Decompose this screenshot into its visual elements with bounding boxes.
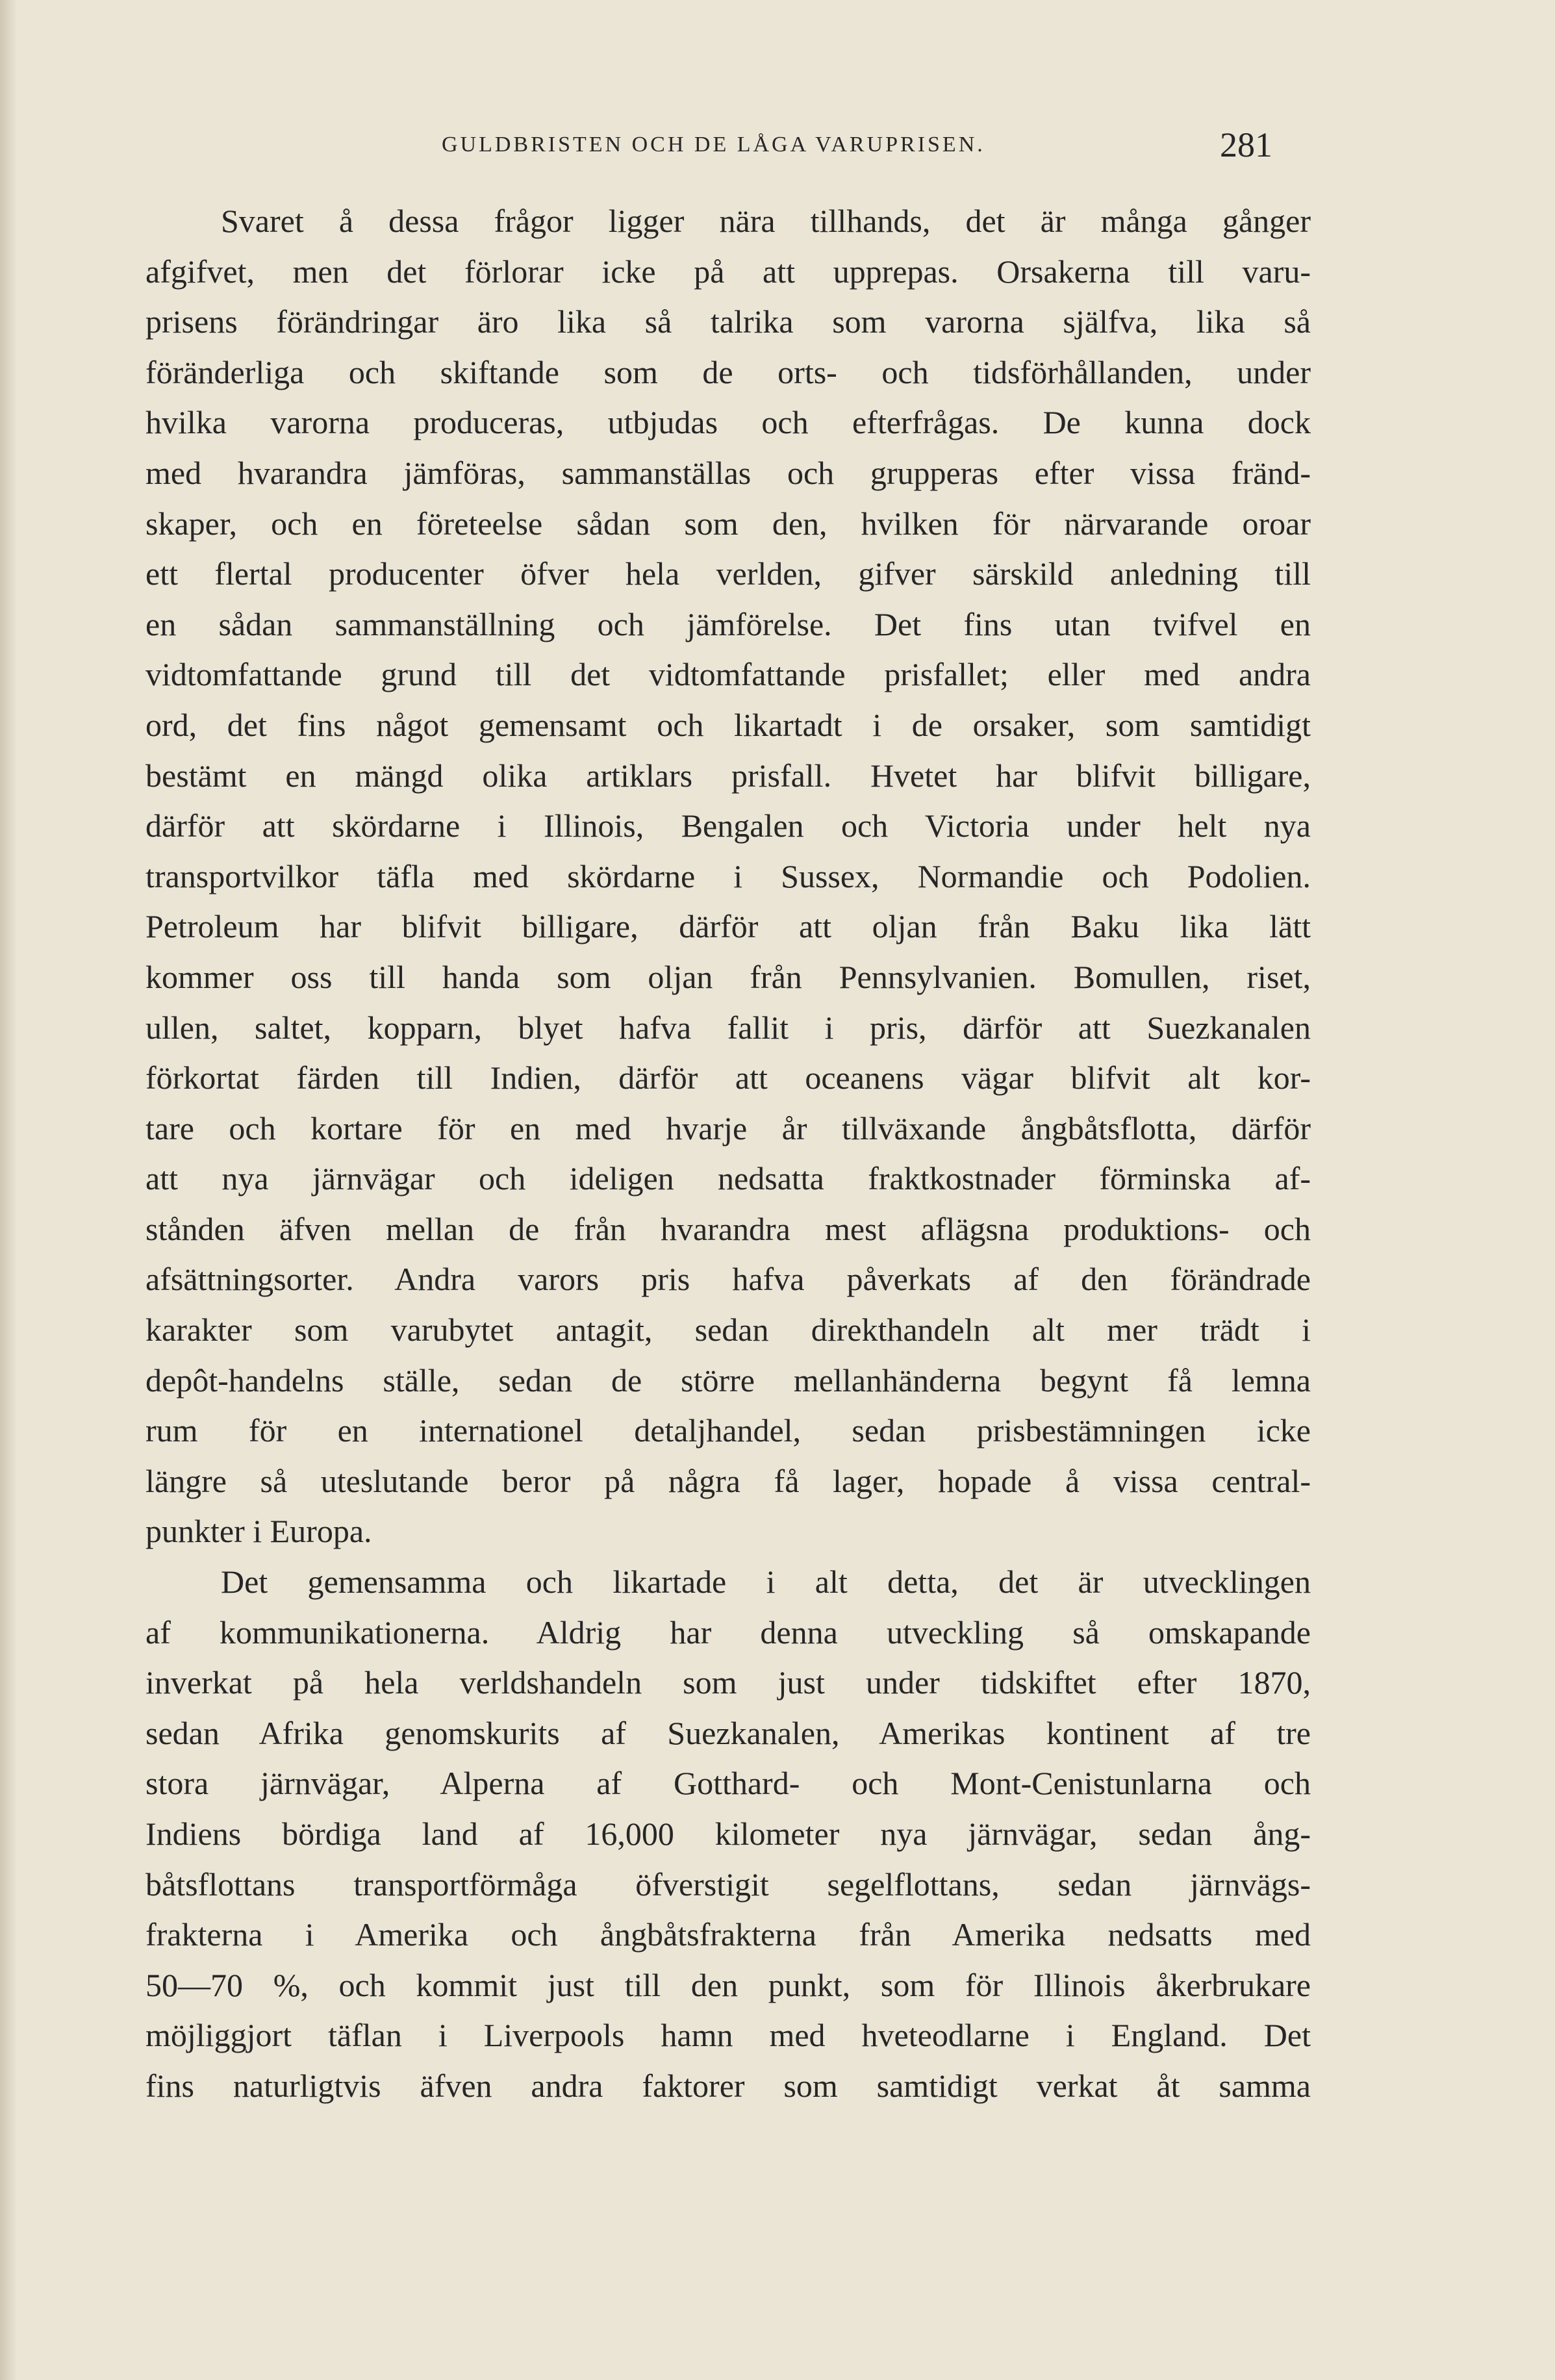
paragraph-2 — [145, 1557, 1311, 2112]
text-line: prisens förändringar äro lika så talrika som varorna själfva, lika så — [145, 303, 1311, 340]
paragraph-1 — [145, 196, 1311, 1557]
text-line: sedan Afrika genomskurits af Suezkanalen, Amerikas kontinent af tre — [145, 1714, 1311, 1751]
text-line: stånden äfven mellan de från hvarandra mest aflägsna produktions- och — [145, 1210, 1311, 1247]
text-line: förkortat färden till Indien, därför att oceanens vägar blifvit alt kor- — [145, 1059, 1311, 1096]
text-line: skaper, och en företeelse sådan som den, hvilken för närvarande oroar — [145, 505, 1311, 542]
text-line: en sådan sammanställning och jämförelse. Det fins utan tvifvel en — [145, 605, 1311, 642]
text-line: stora järnvägar, Alperna af Gotthard- och Mont-Cenistunlarna och — [145, 1765, 1311, 1802]
text-line: bestämt en mängd olika artiklars prisfall. Hvetet har blifvit billigare, — [145, 757, 1311, 794]
text-line: 50—70 %, och kommit just till den punkt, som för Illinois åkerbrukare — [145, 1966, 1311, 2003]
text-line: Det gemensamma och likartade i alt detta, det är utvecklingen — [221, 1563, 1311, 1601]
text-line: hvilka varorna produceras, utbjudas och efterfrågas. De kunna dock — [145, 404, 1311, 441]
running-head — [145, 125, 1315, 174]
text-line: vidtomfattande grund till det vidtomfattande prisfallet; eller med andra — [145, 656, 1311, 693]
text-line: ullen, saltet, kopparn, blyet hafva fallit i pris, därför att Suezkanalen — [145, 1009, 1311, 1046]
text-line: rum för en internationel detaljhandel, sedan prisbestämningen icke — [145, 1412, 1311, 1449]
text-line: föränderliga och skiftande som de orts- och tidsförhållanden, under — [145, 353, 1311, 390]
running-title: GULDBRISTEN OCH DE LÅGA VARUPRISEN. — [442, 133, 985, 157]
body-text — [145, 196, 1311, 2112]
text-line: inverkat på hela verldshandeln som just under tidskiftet efter 1870, — [145, 1664, 1311, 1701]
text-line: ord, det fins något gemensamt och likartadt i de orsaker, som samtidigt — [145, 706, 1311, 743]
binding-shadow — [0, 0, 17, 2380]
text-line: Svaret å dessa frågor ligger nära tillhands, det är många gånger — [221, 203, 1311, 239]
text-line: depôt-handelns ställe, sedan de större mellanhänderna begynt få lemna — [145, 1361, 1311, 1399]
text-line: transportvilkor täfla med skördarne i Sussex, Normandie och Podolien. — [145, 857, 1311, 894]
text-line: med hvarandra jämföras, sammanställas och grupperas efter vissa fränd- — [145, 454, 1311, 491]
text-line: ett flertal producenter öfver hela verlden, gifver särskild anledning till — [145, 555, 1311, 592]
text-line: punkter i Europa. — [145, 1513, 372, 1550]
text-line: afgifvet, men det förlorar icke på att upprepas. Orsakerna till varu- — [145, 253, 1311, 290]
text-line: möjliggjort täflan i Liverpools hamn med hveteodlarne i England. Det — [145, 2017, 1311, 2054]
text-line: frakterna i Amerika och ångbåtsfrakterna från Amerika nedsatts med — [145, 1916, 1311, 1953]
text-line: därför att skördarne i Illinois, Bengalen och Victoria under helt nya — [145, 807, 1311, 844]
page-number: 281 — [1220, 125, 1272, 164]
text-line: af kommunikationerna. Aldrig har denna utveckling så omskapande — [145, 1614, 1311, 1651]
text-line: fins naturligtvis äfven andra faktorer som samtidigt verkat åt samma — [145, 2067, 1311, 2104]
text-line: båtsflottans transportförmåga öfverstigit segelflottans, sedan järnvägs- — [145, 1866, 1311, 1903]
text-line: karakter som varubytet antagit, sedan direkthandeln alt mer trädt i — [145, 1311, 1311, 1348]
text-line: Petroleum har blifvit billigare, därför att oljan från Baku lika lätt — [145, 908, 1311, 945]
text-line: afsättningsorter. Andra varors pris hafva påverkats af den förändrade — [145, 1261, 1311, 1298]
text-line: kommer oss till handa som oljan från Pennsylvanien. Bomullen, riset, — [145, 958, 1311, 995]
text-line: Indiens bördiga land af 16,000 kilometer nya järnvägar, sedan ång- — [145, 1816, 1311, 1852]
text-line: längre så uteslutande beror på några få lager, hopade å vissa central- — [145, 1462, 1311, 1499]
text-line: att nya järnvägar och ideligen nedsatta fraktkostnader förminska af- — [145, 1160, 1311, 1197]
text-line: tare och kortare för en med hvarje år tillväxande ångbåtsflotta, därför — [145, 1109, 1311, 1146]
